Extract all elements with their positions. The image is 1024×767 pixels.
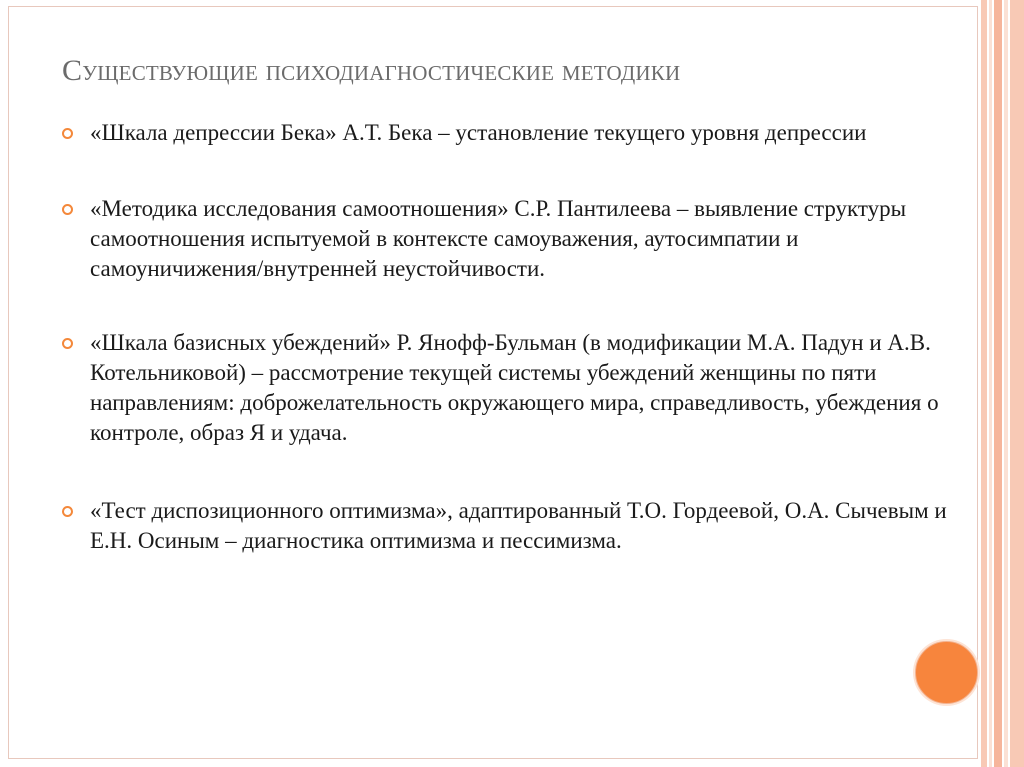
list-item-text: «Методика исследования самоотношения» С.Р. Пантилеева – выявление структуры самоотношения испытуемой в контексте самоуважения, аутосимпатии и самоуничижения/внутренней неустойчивости. [90, 196, 907, 281]
bullet-ring-icon [62, 506, 73, 517]
bullet-ring-icon [62, 204, 73, 215]
list-item [62, 194, 952, 284]
decorative-stripe [981, 0, 987, 767]
bullet-ring-icon [62, 128, 73, 139]
bullet-ring-icon [62, 338, 73, 349]
decorative-circle-icon [915, 641, 978, 704]
list-item-text: «Шкала базисных убеждений» Р. Янофф-Бульман (в модификации М.А. Падун и А.В. Котельниковой) – рассмотрение текущей системы убеждений женщины по пяти направлениям: доброжелательность окружающего мира, справедливость, убеждения о контроле, образ Я и удача. [90, 330, 939, 445]
decorative-stripe [1004, 0, 1008, 767]
list-item [62, 328, 952, 448]
list-item [62, 496, 952, 556]
methods-list [62, 118, 952, 602]
list-item [62, 118, 952, 148]
list-item-text: «Шкала депрессии Бека» А.Т. Бека – установление текущего уровня депрессии [90, 120, 867, 145]
decorative-stripe [994, 0, 1002, 767]
decorative-stripe [989, 0, 992, 767]
list-item-text: «Тест диспозиционного оптимизма», адаптированный Т.О. Гордеевой, О.А. Сычевым и Е.Н. Осиным – диагностика оптимизма и пессимизма. [90, 498, 947, 553]
slide-title: Существующие психодиагностические методики [62, 54, 681, 87]
decorative-stripe [1010, 0, 1024, 767]
